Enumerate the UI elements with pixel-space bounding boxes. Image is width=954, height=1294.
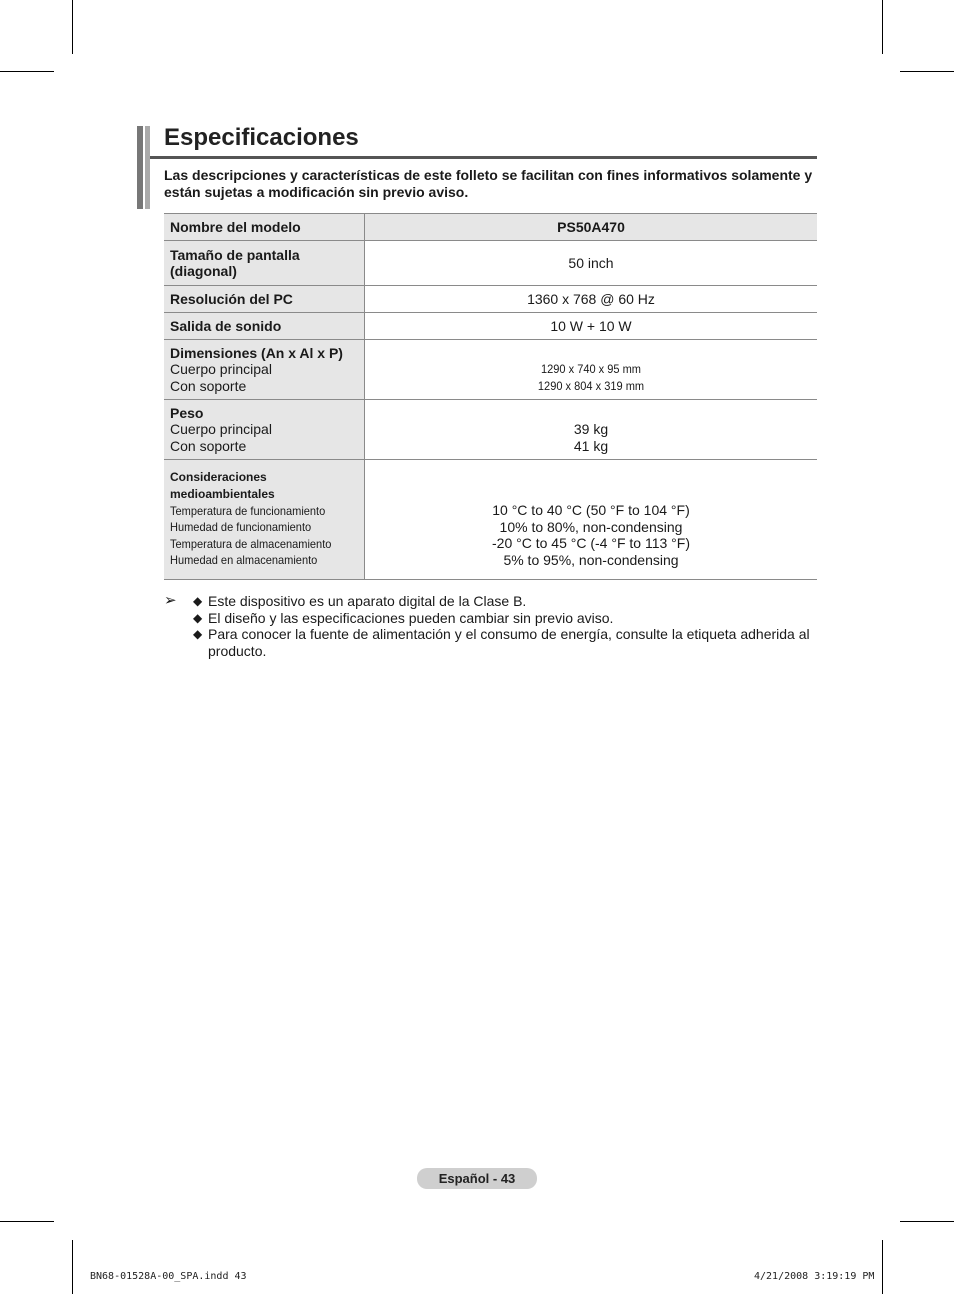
spec-table: [164, 213, 817, 580]
table-row: [164, 214, 817, 241]
spec-label: Peso Cuerpo principal Con soporte: [164, 400, 365, 460]
spec-label: Dimensiones (An x Al x P) Cuerpo principal Con soporte: [164, 340, 365, 400]
table-row: [164, 400, 817, 460]
table-row: [164, 286, 817, 313]
crop-mark: [72, 0, 73, 54]
list-item: ◆ El diseño y las especificaciones pueden cambiar sin previo aviso.: [193, 609, 614, 626]
notes-list: [164, 593, 819, 659]
spec-value: 39 kg 41 kg: [365, 400, 818, 460]
crop-mark: [882, 1240, 883, 1294]
list-item: ◆ Este dispositivo es un aparato digital de la Clase B.: [193, 593, 527, 609]
timestamp: 4/21/2008 3:19:19 PM: [754, 1271, 875, 1282]
table-row: [164, 460, 817, 580]
spec-value: 10 W + 10 W: [365, 313, 818, 340]
arrow-icon: ➢: [164, 592, 177, 609]
title-rule: [150, 156, 817, 159]
intro-text: Las descripciones y características de este folleto se facilitan con fines informativos solamente y están sujetas a modificación sin previo aviso.: [164, 167, 813, 200]
spec-label: Tamaño de pantalla (diagonal): [164, 241, 365, 286]
crop-mark: [0, 71, 54, 72]
spec-value: 1360 x 768 @ 60 Hz: [365, 286, 818, 313]
spec-value: 50 inch: [365, 241, 818, 286]
spec-label: Salida de sonido: [164, 313, 365, 340]
crop-mark: [72, 1240, 73, 1294]
crop-mark: [900, 71, 954, 72]
page-number-badge: Español - 43: [417, 1168, 537, 1189]
crop-mark: [900, 1221, 954, 1222]
table-row: [164, 340, 817, 400]
table-row: [164, 313, 817, 340]
file-info: BN68-01528A-00_SPA.indd 43: [90, 1271, 247, 1282]
decorative-side-bar: [145, 126, 150, 209]
spec-label: Consideraciones medioambientales Temperatura de funcionamiento Humedad de funcionamiento Temperatura de almacenamiento Humedad en almacenamiento: [164, 460, 365, 580]
crop-mark: [0, 1221, 54, 1222]
spec-value: PS50A470: [365, 214, 818, 241]
diamond-bullet-icon: ◆: [193, 594, 203, 608]
list-item: ◆ Para conocer la fuente de alimentación y el consumo de energía, consulte la etiqueta adherida al producto.: [193, 626, 810, 659]
crop-mark: [882, 0, 883, 54]
spec-label: Nombre del modelo: [164, 214, 365, 241]
spec-value: 10 °C to 40 °C (50 °F to 104 °F) 10% to 80%, non-condensing -20 °C to 45 °C (-4 °F to 113 °F) 5% to 95%, non-condensing: [365, 460, 818, 580]
spec-value: 1290 x 740 x 95 mm 1290 x 804 x 319 mm: [365, 340, 818, 400]
title-block: [164, 121, 817, 155]
diamond-bullet-icon: ◆: [193, 627, 203, 641]
diamond-bullet-icon: ◆: [193, 610, 203, 625]
page-title: Especificaciones: [164, 124, 359, 151]
spec-label: Resolución del PC: [164, 286, 365, 313]
decorative-side-bar: [137, 126, 143, 209]
table-row: [164, 241, 817, 286]
